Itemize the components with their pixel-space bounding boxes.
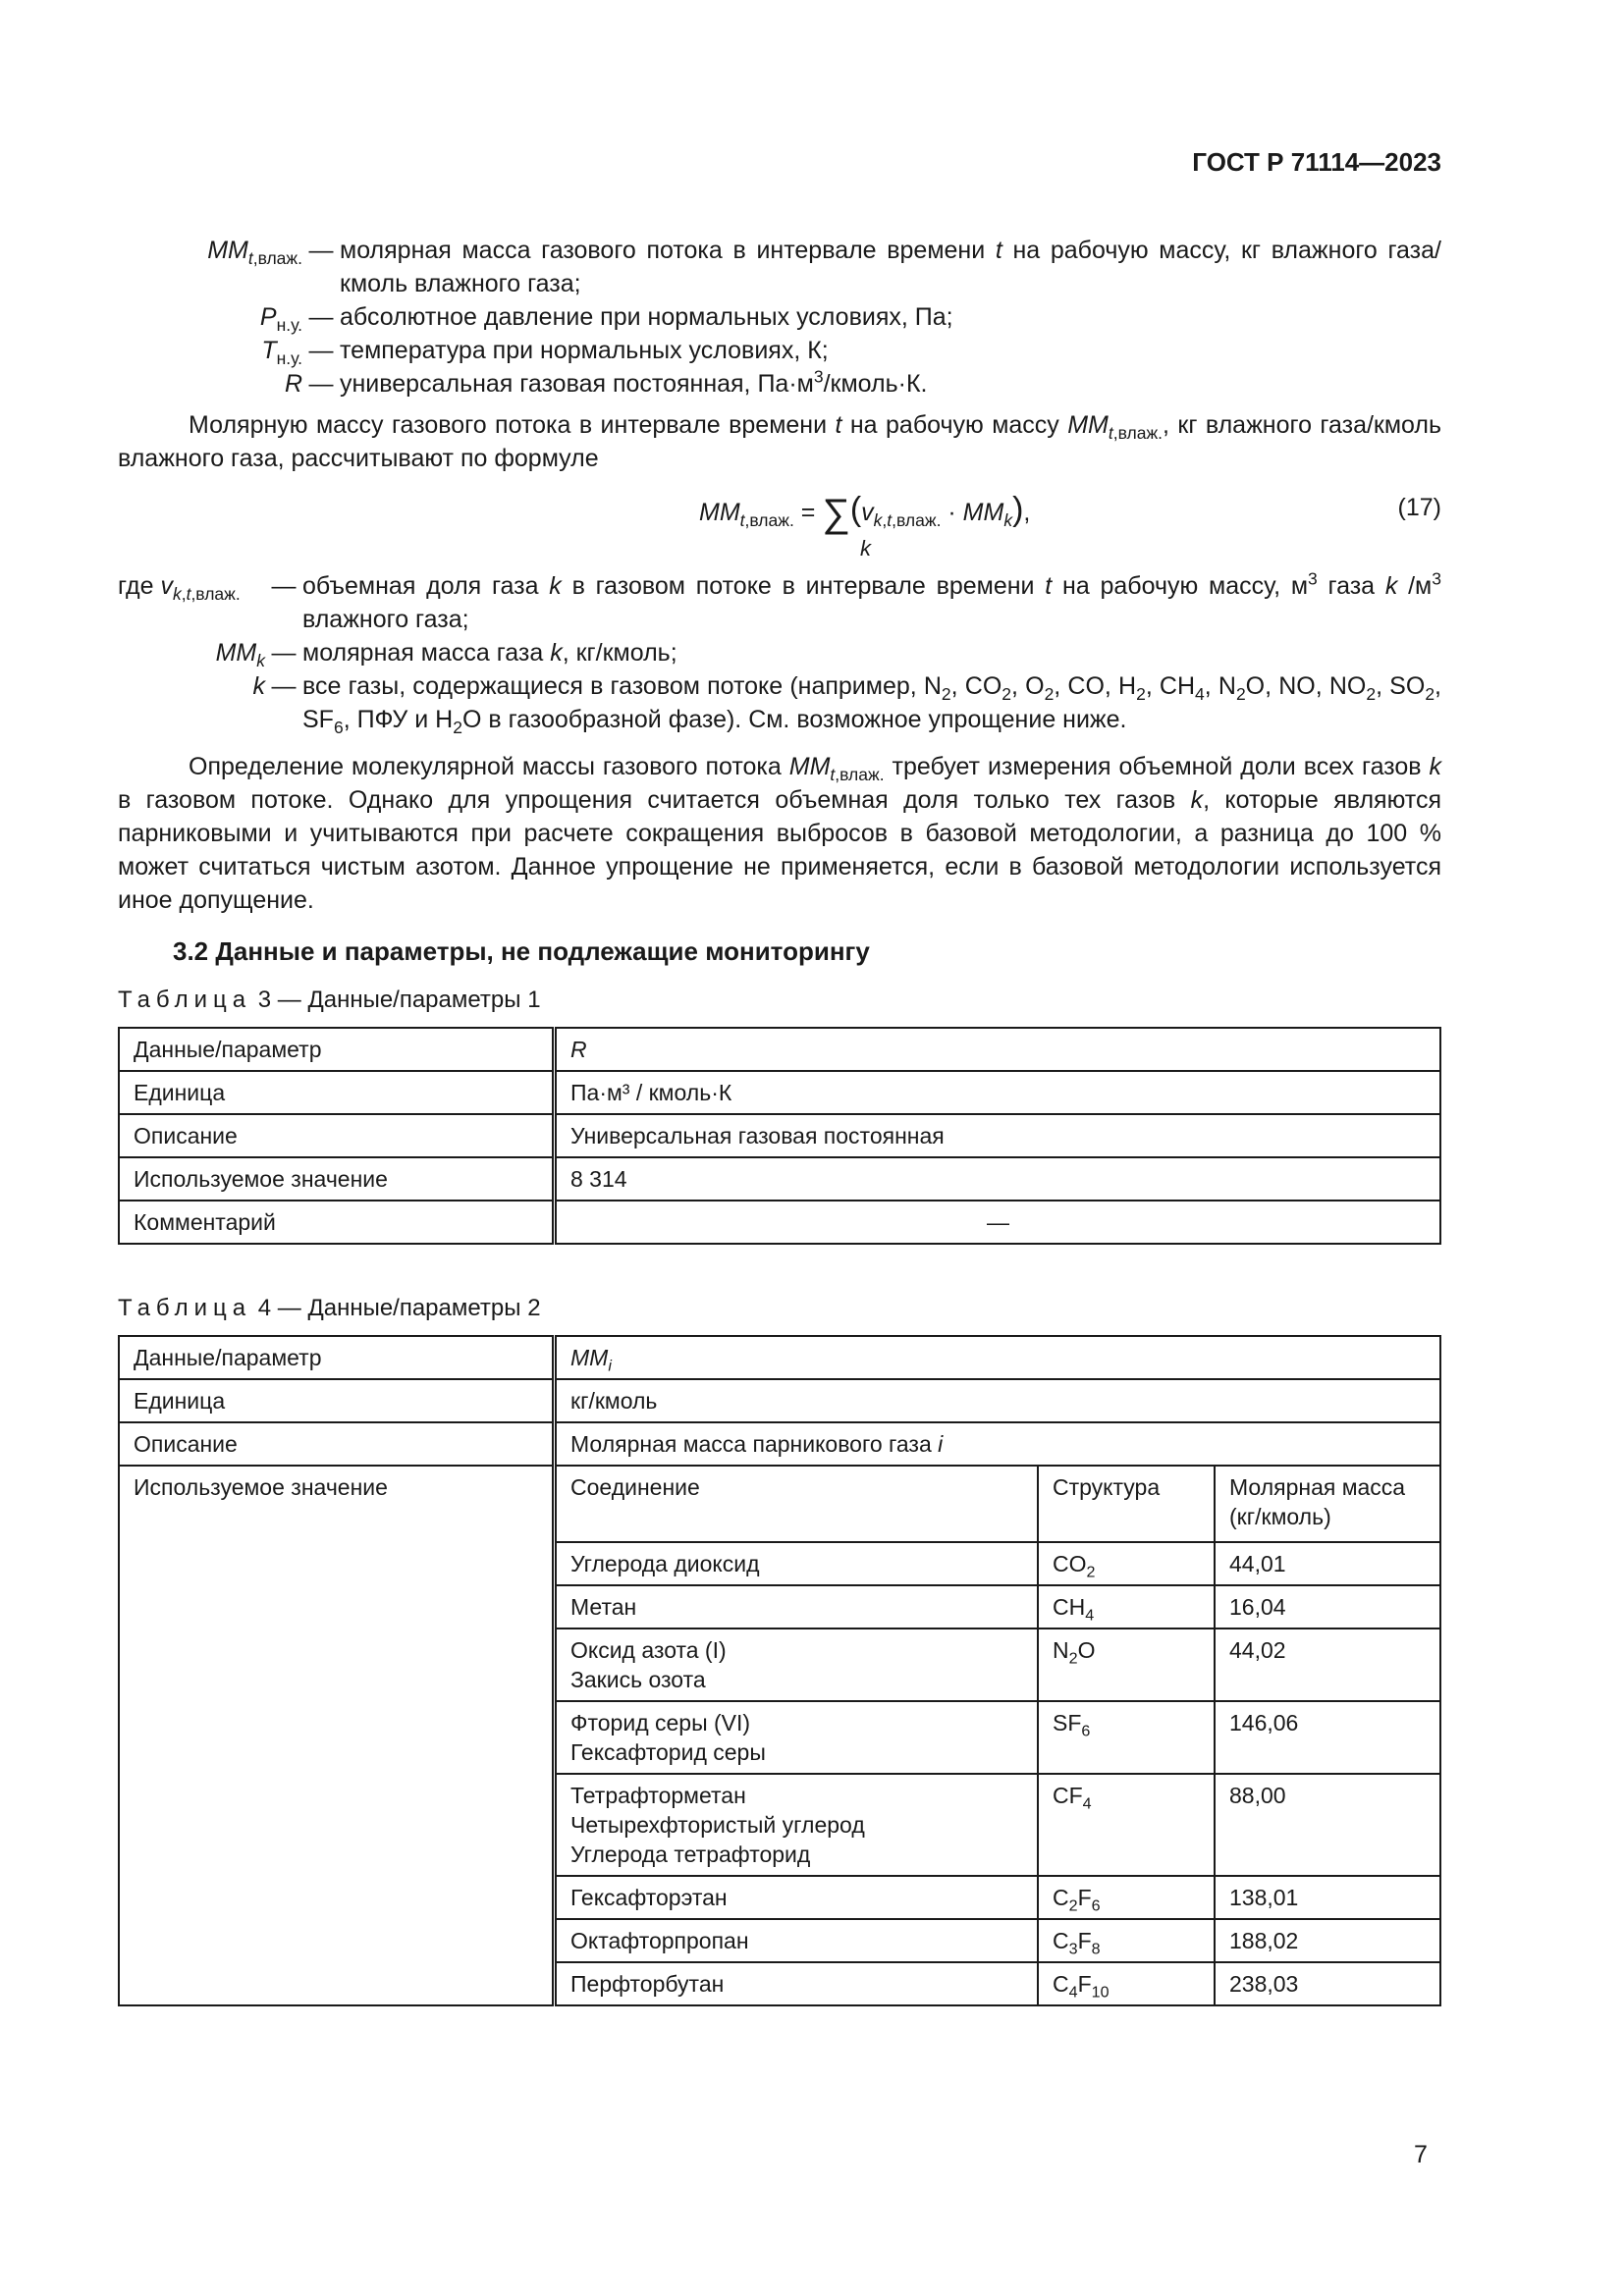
table-cell-label: Используемое значение: [119, 1157, 555, 1201]
definitions-list-2: [118, 569, 1441, 736]
definition-t: $T_{н.у.}$ — температура при нормальных условиях, К;: [261, 337, 829, 368]
definition-mmk: $MM_k$ — молярная масса газа k, кг/кмоль;: [215, 639, 677, 670]
table-row: [119, 1422, 1440, 1466]
compound-mass: 188,02: [1215, 1919, 1439, 1962]
compound-mass: 138,01: [1215, 1876, 1439, 1919]
compound-mass: 146,06: [1215, 1701, 1439, 1774]
table-row: [557, 1542, 1439, 1585]
table-cell-label: Единица: [119, 1379, 555, 1422]
table-header-row: [557, 1467, 1439, 1542]
page-number: 7: [1414, 2141, 1428, 2168]
definitions-list-1: [118, 234, 1441, 400]
table-cell-value: [555, 1466, 1441, 2005]
compound-name: Перфторбутан: [557, 1962, 1038, 2004]
table-cell-label: Описание: [119, 1114, 555, 1157]
document-id: ГОСТ Р 71114—2023: [1192, 147, 1441, 177]
compound-name: Тетрафторметан Четырехфтористый углерод Углерода тетрафторид: [557, 1774, 1038, 1876]
section-title: 3.2 Данные и параметры, не подлежащие мониторингу: [173, 936, 870, 966]
table-row: [119, 1379, 1440, 1422]
table-row: [557, 1876, 1439, 1919]
table-row: [119, 1028, 1440, 1071]
compound-name: Гексафторэтан: [557, 1876, 1038, 1919]
definition-k: k — все газы, содержащиеся в газовом потоке (например, $N_2$, $CO_2$, $O_2$, CO, $H_2$, $CH_4$, $N_2O$, NO, $NO_2$, $SO_2$, $SF_6$, ПФУ и $H_2O$ в газообразной фазе). См. возможное упрощение ниже.: [252, 672, 1441, 737]
table-row: [119, 1466, 1440, 2005]
compound-formula: $C_2F_6$: [1038, 1876, 1215, 1919]
table-cell-value: $MM_i$: [555, 1336, 1441, 1379]
compound-name: Оксид азота (I) Закись озота: [557, 1629, 1038, 1701]
table-row: [557, 1919, 1439, 1962]
table-3: [118, 1027, 1441, 1245]
table-row: [119, 1071, 1440, 1114]
formula-number: (17): [1397, 494, 1441, 521]
compound-name: Фторид серы (VI) Гексафторид серы: [557, 1701, 1038, 1774]
compound-formula: $N_2O$: [1038, 1629, 1215, 1701]
compound-formula: $C_3F_8$: [1038, 1919, 1215, 1962]
compound-name: Метан: [557, 1585, 1038, 1629]
compound-name: Октафторпропан: [557, 1919, 1038, 1962]
paragraph-simplification: Определение молекулярной массы газового потока $MM_{t,влаж.}$ требует измерения объемной доли всех газов k в газовом потоке. Однако для упрощения считается объемная доля только тех газов k, которые являются парниковыми и учитываются при расчете сокращения выбросов в базовой методологии, а разница до 100 % может считаться чистым азотом. Данное упрощение не применяется, если в базовой методологии используется иное допущение.: [118, 753, 1441, 914]
compound-formula: $SF_6$: [1038, 1701, 1215, 1774]
table3-caption: Таблица 3 — Данные/параметры 1: [118, 987, 541, 1013]
definition-r: R — универсальная газовая постоянная, $Па\cdot м^3/кмоль\cdot К$.: [284, 366, 928, 398]
compound-mass: 44,02: [1215, 1629, 1439, 1701]
table-cell-value: —: [555, 1201, 1441, 1244]
table-cell-value: Па·м³ / кмоль·К: [555, 1071, 1441, 1114]
compound-formula: $C_4F_{10}$: [1038, 1962, 1215, 2004]
table-cell-value: кг/кмоль: [555, 1379, 1441, 1422]
molar-mass-table: [557, 1467, 1439, 2004]
table-row: [557, 1629, 1439, 1701]
table4-caption: Таблица 4 — Данные/параметры 2: [118, 1295, 541, 1321]
table-row: [557, 1774, 1439, 1876]
compound-formula: $CF_4$: [1038, 1774, 1215, 1876]
compound-formula: $CO_2$: [1038, 1542, 1215, 1585]
column-header: Структура: [1038, 1467, 1215, 1542]
paragraph-formula-intro: Молярную массу газового потока в интервале времени t на рабочую массу $MM_{t,влаж.}$, кг влажного газа/кмоль влажного газа, рассчитывают по формуле: [118, 411, 1442, 472]
table-cell-value: Универсальная газовая постоянная: [555, 1114, 1441, 1157]
compound-mass: 238,03: [1215, 1962, 1439, 2004]
table-row: [557, 1701, 1439, 1774]
formula-17: $MM_{t,влаж.} = \sum(v_{k,t,влаж.} \cdot MM_k)$, k (17): [699, 491, 1441, 561]
definition-v: где $v_{k,t,влаж.}$ — объемная доля газа k в газовом потоке в интервале времени t на рабочую массу, $м^3$ газа k $/м^3$ влажного газа;: [118, 568, 1441, 633]
table-row: [119, 1201, 1440, 1244]
table-cell-value: 8 314: [555, 1157, 1441, 1201]
compound-mass: 16,04: [1215, 1585, 1439, 1629]
definition-p: $P_{н.у.}$ — абсолютное давление при нормальных условиях, Па;: [259, 303, 953, 335]
table-4: [118, 1335, 1441, 2006]
compound-name: Углерода диоксид: [557, 1542, 1038, 1585]
table-row: [557, 1962, 1439, 2004]
table-row: [119, 1114, 1440, 1157]
compound-formula: $CH_4$: [1038, 1585, 1215, 1629]
column-header: Молярная масса (кг/кмоль): [1215, 1467, 1439, 1542]
table-cell-value: Молярная масса парникового газа i: [555, 1422, 1441, 1466]
table-row: [557, 1585, 1439, 1629]
compound-mass: 44,01: [1215, 1542, 1439, 1585]
table-row: [119, 1336, 1440, 1379]
column-header: Соединение: [557, 1467, 1038, 1542]
compound-mass: 88,00: [1215, 1774, 1439, 1876]
table-row: [119, 1157, 1440, 1201]
table-cell-value: R: [555, 1028, 1441, 1071]
table-cell-label: Описание: [119, 1422, 555, 1466]
table-cell-label: Данные/параметр: [119, 1336, 555, 1379]
definition-mm: $MM_{t,влаж.}$ — молярная масса газового потока в интервале времени t на рабочую массу, кг влажного газа/кмоль влажного газа;: [207, 237, 1441, 297]
table-cell-label: Единица: [119, 1071, 555, 1114]
table-cell-label: Данные/параметр: [119, 1028, 555, 1071]
table-cell-label: Комментарий: [119, 1201, 555, 1244]
table-cell-label: Используемое значение: [119, 1466, 555, 2005]
